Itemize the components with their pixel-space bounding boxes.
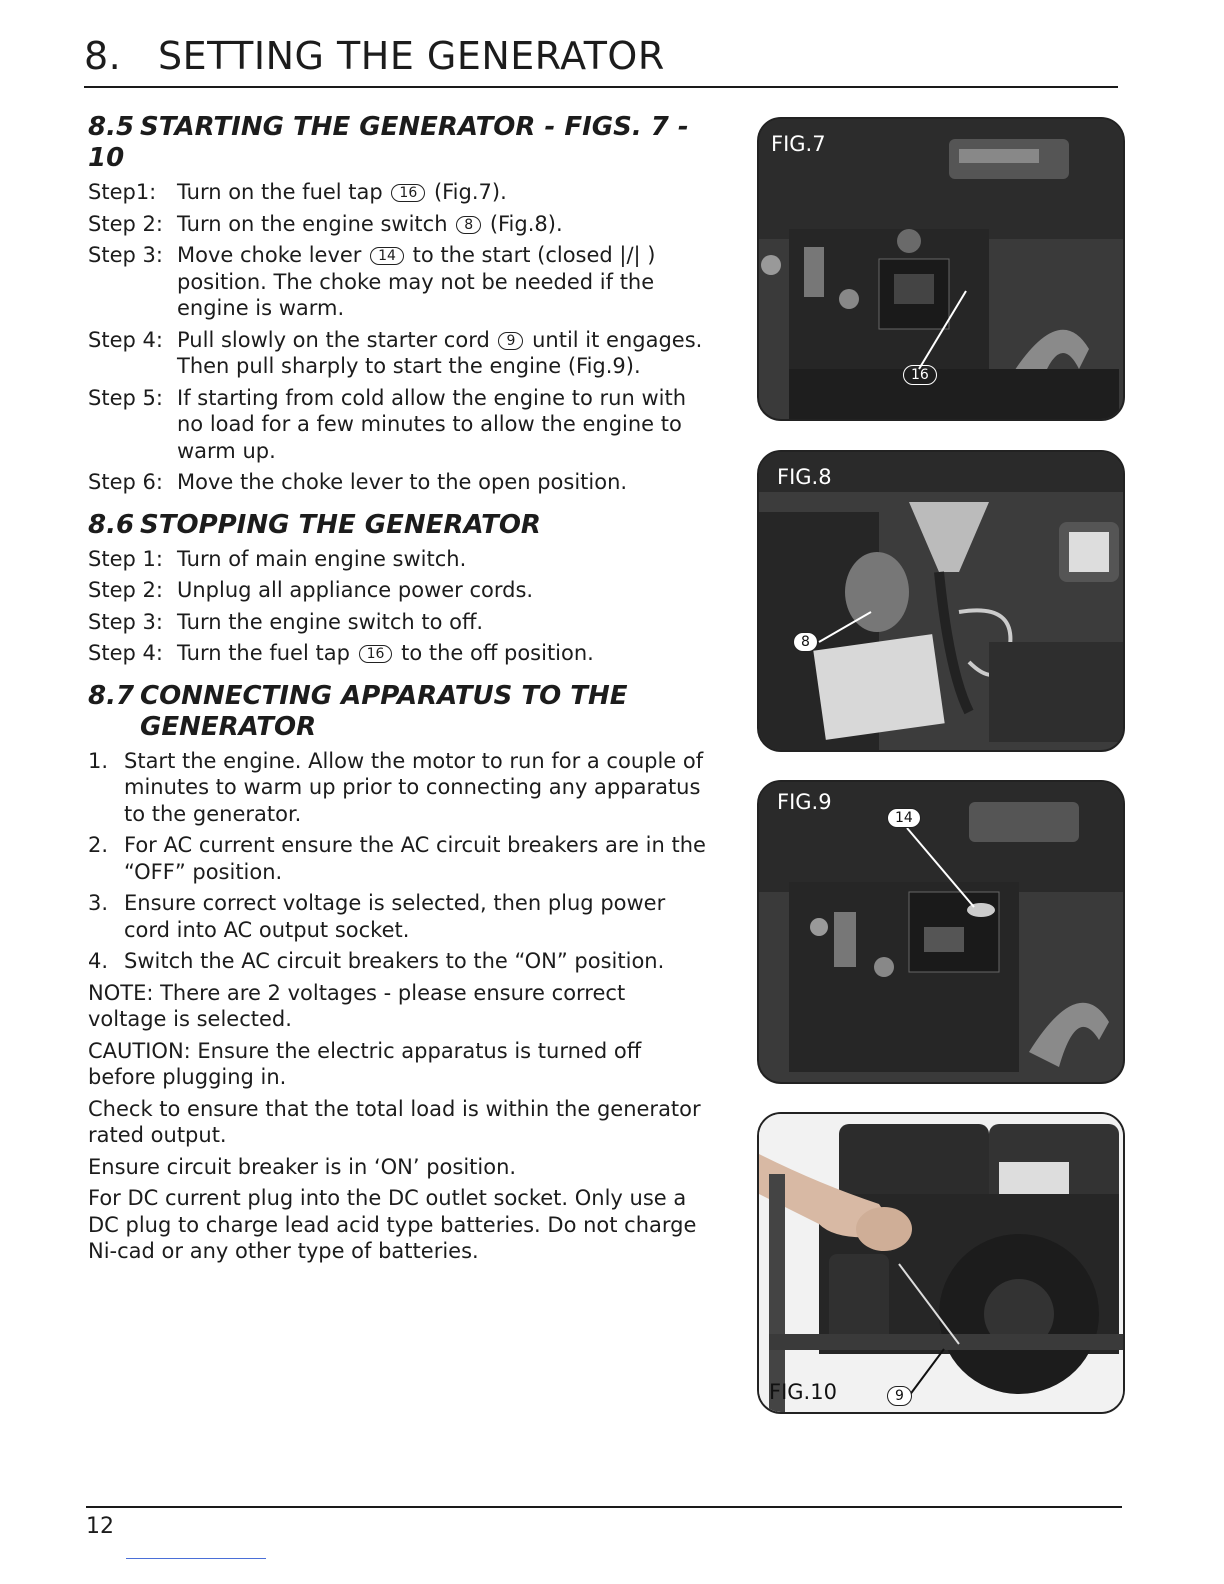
chapter-number: 8. — [84, 34, 122, 78]
figure-callout: 8 — [793, 632, 818, 652]
step-label: Step 4: — [88, 641, 163, 665]
figure-10 — [757, 1112, 1125, 1414]
callout-badge: 16 — [359, 645, 393, 663]
load-check-text: Check to ensure that the total load is within the generator rated output. — [88, 1096, 701, 1147]
step-text: Pull slowly on the starter cord — [177, 327, 490, 352]
step-label: Step 5: — [88, 385, 163, 410]
list-number: 3. — [88, 891, 109, 915]
connecting-list — [88, 748, 708, 975]
step-text: Turn the engine switch to off. — [177, 609, 484, 634]
step-item — [88, 385, 708, 465]
step-item — [88, 242, 708, 322]
step-text: Move the choke lever to the open position. — [177, 470, 628, 494]
step-text: Turn of main engine switch. — [177, 546, 467, 571]
section-heading-8-6 — [88, 510, 708, 541]
step-text: Move choke lever — [177, 243, 362, 267]
section-heading-8-5 — [88, 112, 708, 174]
step-label: Step 2: — [88, 578, 163, 602]
figure-label: FIG.9 — [777, 790, 832, 814]
step-item — [88, 640, 708, 667]
step-label: Step1: — [88, 180, 157, 204]
text-column — [88, 112, 708, 1265]
section-heading-8-7 — [88, 681, 708, 743]
note-text: NOTE: There are 2 voltages - please ensure correct voltage is selected. — [88, 980, 626, 1031]
step-text: Turn on the engine switch — [177, 211, 448, 236]
step-item — [88, 546, 708, 573]
callout-badge: 8 — [456, 216, 481, 234]
step-item — [88, 609, 708, 636]
header-divider — [84, 86, 1118, 88]
list-text: Switch the AC circuit breakers to the “ON” position. — [124, 949, 665, 973]
step-item — [88, 327, 708, 380]
step-label: Step 6: — [88, 470, 163, 494]
section-title: STARTING THE GENERATOR - FIGS. 7 - 10 — [88, 112, 689, 173]
page-number: 12 — [86, 1514, 114, 1539]
callout-badge: 14 — [370, 247, 404, 265]
fig10-photo — [759, 1114, 1123, 1412]
figure-7 — [757, 117, 1125, 421]
section-number: 8.5 — [88, 112, 135, 142]
figure-callout: 16 — [903, 365, 937, 385]
step-text: Turn the fuel tap — [177, 641, 350, 665]
list-number: 2. — [88, 833, 109, 857]
step-text: to the off position. — [401, 641, 594, 665]
section-number: 8.7 — [88, 680, 135, 711]
step-text: (Fig.7). — [433, 180, 507, 204]
step-text: (Fig.8). — [489, 211, 563, 236]
dc-current-text: For DC current plug into the DC outlet socket. Only use a DC plug to charge lead acid type batteries. Do not charge Ni-cad or any other type of batteries. — [88, 1186, 697, 1263]
figure-label: FIG.8 — [777, 465, 832, 489]
list-text: Ensure correct voltage is selected, then plug power cord into AC output socket. — [124, 891, 666, 942]
fig7-photo — [759, 119, 1123, 419]
step-label: Step 3: — [88, 243, 163, 267]
step-text: Unplug all appliance power cords. — [177, 578, 534, 602]
figure-callout: 14 — [887, 808, 921, 828]
step-text: until it engages. Then pull sharply to start the engine (Fig.9). — [177, 327, 703, 378]
footer-divider — [86, 1506, 1122, 1508]
step-item — [88, 469, 708, 496]
list-number: 4. — [88, 949, 109, 973]
step-label: Step 2: — [88, 211, 163, 236]
fig8-photo — [759, 452, 1123, 750]
fig9-photo — [759, 782, 1123, 1082]
starting-steps — [88, 179, 708, 496]
section-number: 8.6 — [88, 509, 135, 540]
step-label: Step 1: — [88, 546, 163, 571]
figure-8 — [757, 450, 1125, 752]
callout-badge: 16 — [391, 184, 425, 202]
list-item — [88, 948, 708, 975]
list-number: 1. — [88, 748, 109, 773]
callout-badge: 9 — [498, 332, 523, 350]
step-text: Turn on the fuel tap — [177, 180, 383, 204]
caution-text: CAUTION: Ensure the electric apparatus is turned off before plugging in. — [88, 1038, 642, 1089]
breaker-text: Ensure circuit breaker is in ‘ON’ position. — [88, 1154, 517, 1179]
stopping-steps — [88, 546, 708, 667]
step-text: If starting from cold allow the engine to run with no load for a few minutes to allow the engine to warm up. — [177, 385, 687, 463]
footer-underline — [126, 1558, 266, 1559]
chapter-heading — [84, 34, 665, 78]
step-label: Step 3: — [88, 609, 163, 634]
list-text: For AC current ensure the AC circuit breakers are in the “OFF” position. — [124, 833, 706, 884]
list-item — [88, 748, 708, 828]
step-item — [88, 577, 708, 604]
list-item — [88, 832, 708, 885]
step-item — [88, 211, 708, 238]
figure-9 — [757, 780, 1125, 1084]
figure-label: FIG.10 — [769, 1380, 837, 1404]
step-item — [88, 179, 708, 206]
figure-callout: 9 — [887, 1386, 912, 1406]
step-label: Step 4: — [88, 327, 163, 352]
figure-label: FIG.7 — [771, 132, 826, 156]
list-item — [88, 890, 708, 943]
section-title: CONNECTING APPARATUS TO THE GENERATOR — [140, 680, 628, 742]
list-text: Start the engine. Allow the motor to run for a couple of minutes to warm up prior to connecting any apparatus to the generator. — [124, 748, 704, 826]
step-text: to the start (closed |∕| ) position. The choke may not be needed if the engine is warm. — [177, 243, 656, 320]
chapter-title: SETTING THE GENERATOR — [158, 34, 665, 78]
section-title: STOPPING THE GENERATOR — [140, 509, 541, 540]
